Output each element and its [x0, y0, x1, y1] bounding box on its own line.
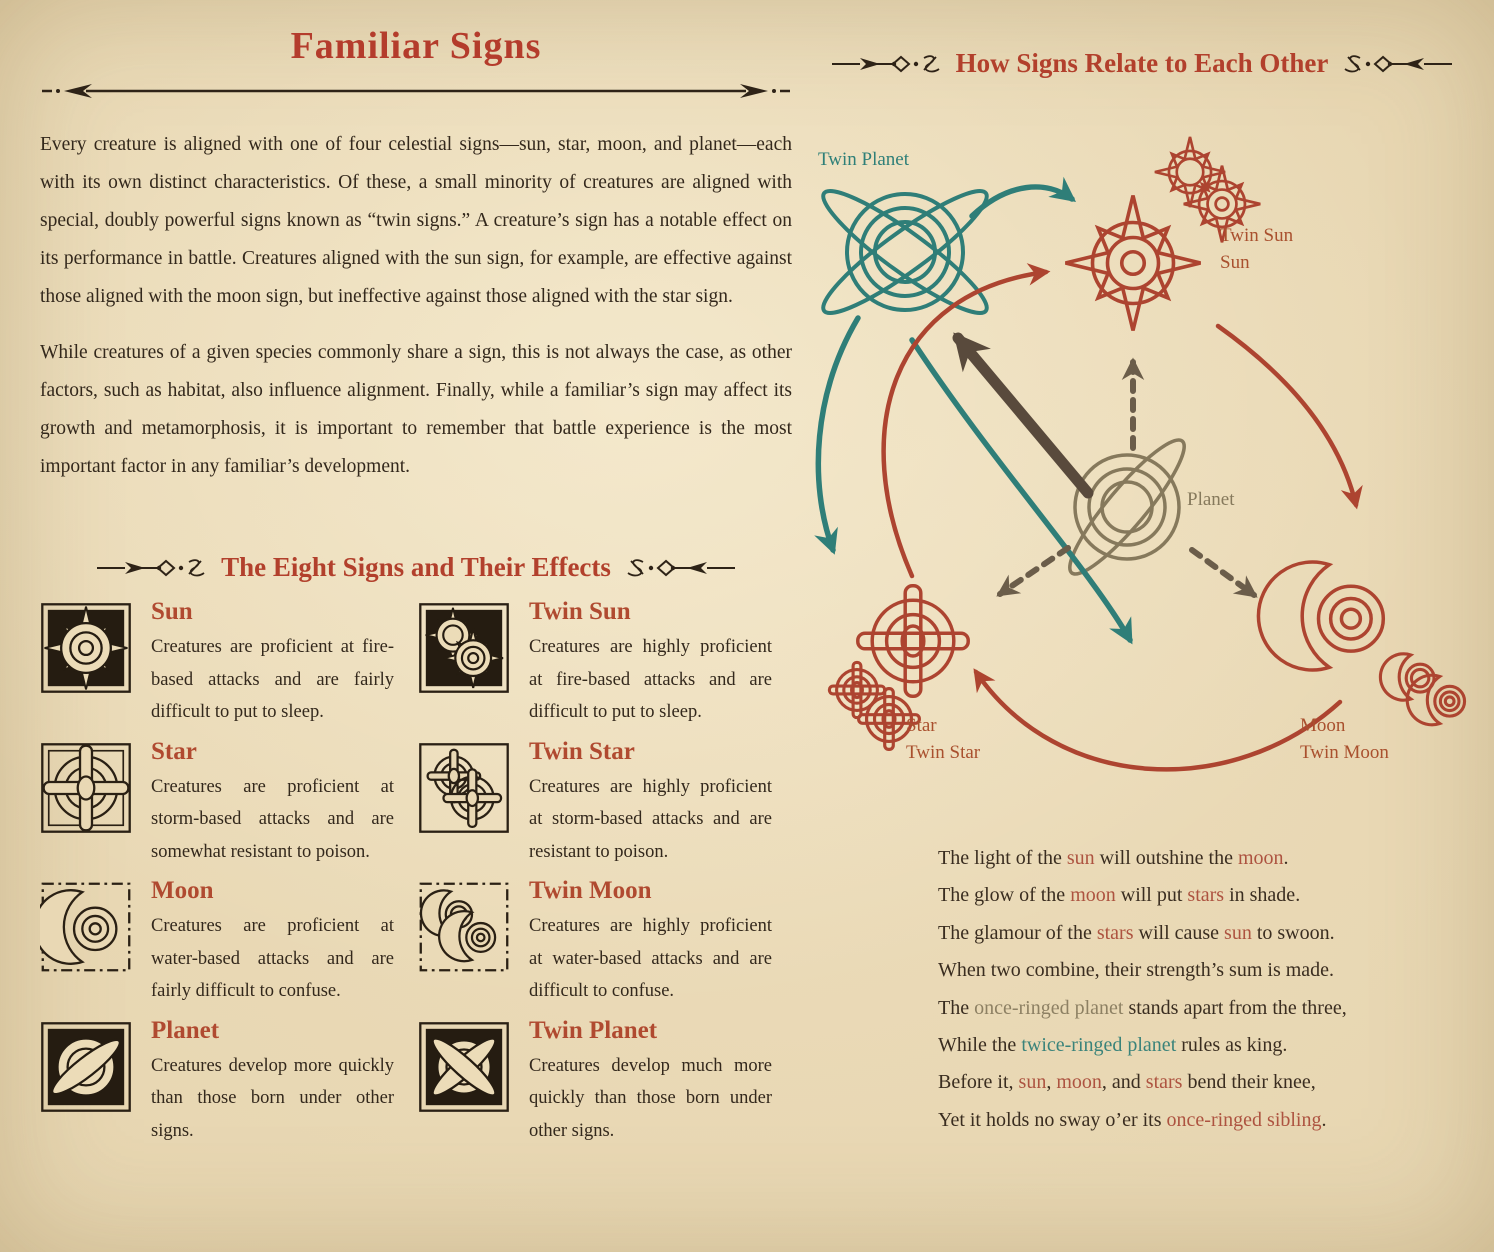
moon-group-label	[1300, 712, 1389, 766]
sign-entry-star	[40, 737, 418, 869]
sign-name: Twin Sun	[529, 598, 631, 625]
planet-sign-icon	[40, 1021, 132, 1113]
twin-planet-sign-icon	[418, 1021, 510, 1113]
sign-entry-twin-sun	[418, 598, 792, 729]
arrow-twin-planet-to-star	[818, 318, 858, 550]
moon-label: Moon	[1300, 715, 1346, 736]
signs-section-heading	[40, 552, 792, 583]
intro-paragraph: Every creature is aligned with one of four celestial signs—sun, star, moon, and planet—each with its own distinct characteristics. Of these, a small minority of creatures are aligned with special, doubly powerful signs known as “twin signs.” A creature’s sign has a notable effect on its performance in battle. Creatures aligned with the sun sign, for example, are effective against those aligned with the moon sign, but ineffective against those aligned with the star sign.	[40, 134, 792, 307]
signs-section-heading-text: The Eight Signs and Their Effects	[221, 552, 611, 582]
sign-description: Creatures are highly proficient at storm-based attacks and are resistant to poison.	[529, 776, 772, 862]
sign-poem	[938, 840, 1458, 1139]
arrow-star-to-sun	[884, 272, 1046, 576]
poem-line: When two combine, their strength’s sum is made.	[938, 959, 1335, 982]
title-divider	[40, 82, 792, 100]
page-title: Familiar Signs	[290, 25, 542, 67]
arrow-planet-to-moon-dashed	[1192, 550, 1254, 595]
sign-description: Creatures develop much more quickly than those born under other signs.	[529, 1055, 772, 1141]
sign-description: Creatures are proficient at water-based attacks and are fairly difficult to confuse.	[151, 916, 394, 1001]
flourish-left-icon	[97, 556, 209, 580]
sign-name: Twin Planet	[529, 1016, 658, 1044]
divider-ornament-icon	[40, 82, 792, 100]
sign-description: Creatures are proficient at fire-based attacks and are fairly difficult to put to sleep.	[151, 637, 394, 722]
twin-planet-label: Twin Planet	[818, 149, 910, 170]
sign-name: Planet	[151, 1016, 220, 1044]
sign-name: Sun	[151, 598, 193, 625]
moon-diagram-icon	[1258, 562, 1383, 670]
sign-name: Twin Star	[529, 737, 635, 765]
arrow-twin-planet-to-moon	[912, 340, 1130, 640]
sign-entry-moon	[40, 877, 418, 1008]
twin-star-sign-icon	[418, 742, 510, 834]
poem-line: The glow of the moon will put stars in shade.	[938, 884, 1301, 907]
sign-name: Star	[151, 737, 197, 765]
arrow-moon-to-star	[976, 672, 1340, 769]
moon-sign-icon	[40, 881, 132, 973]
flourish-left-icon	[832, 52, 944, 76]
twin-planet-diagram-icon	[812, 177, 997, 327]
flourish-right-icon	[1340, 52, 1452, 76]
sign-name: Moon	[151, 877, 214, 904]
twin-moon-label: Twin Moon	[1300, 742, 1389, 763]
sign-entry-planet	[40, 1016, 418, 1148]
poem-line: The glamour of the stars will cause sun to swoon.	[938, 921, 1335, 944]
planet-label: Planet	[1187, 489, 1235, 510]
sun-sign-icon	[40, 602, 132, 694]
arrow-planet-to-star-dashed	[1000, 548, 1068, 594]
poem-line: Before it, sun, moon, and stars bend their knee,	[938, 1071, 1316, 1094]
twin-sun-sign-icon	[418, 602, 510, 694]
sign-description: Creatures develop more quickly than those born under other signs.	[151, 1055, 394, 1141]
sign-name: Twin Moon	[529, 877, 652, 904]
sign-entry-sun	[40, 598, 418, 729]
intro-text	[40, 126, 792, 504]
sign-entry-twin-star	[418, 737, 792, 869]
poem-line: The light of the sun will outshine the moon.	[938, 847, 1289, 869]
twin-sun-label: Twin Sun	[1220, 225, 1294, 246]
star-label: Star	[906, 715, 937, 736]
signs-grid	[40, 598, 792, 1147]
sign-entry-twin-planet	[418, 1016, 792, 1148]
sign-description: Creatures are proficient at storm-based attacks and are somewhat resistant to poison.	[151, 776, 394, 862]
poem-line: Yet it holds no sway o’er its once-ringed sibling.	[938, 1108, 1327, 1131]
relations-section-heading-text: How Signs Relate to Each Other	[955, 48, 1329, 78]
arrow-planet-to-twin-planet	[958, 338, 1088, 493]
flourish-right-icon	[623, 556, 735, 580]
arrow-twin-planet-to-sun	[972, 187, 1072, 216]
sun-label: Sun	[1220, 252, 1250, 273]
star-group-label	[906, 712, 980, 766]
twin-star-label: Twin Star	[906, 742, 981, 763]
sign-description: Creatures are highly proficient at water-based attacks and are difficult to confuse.	[529, 916, 772, 1001]
twin-moon-sign-icon	[418, 881, 510, 973]
sun-group-label	[1220, 222, 1293, 276]
sun-diagram-icon	[1066, 196, 1201, 331]
poem-line: While the twice-ringed planet rules as king.	[938, 1034, 1288, 1057]
twin-sun-diagram-icon	[1155, 137, 1225, 207]
intro-paragraph: While creatures of a given species commonly share a sign, this is not always the case, as other factors, such as habitat, also influence alignment. Finally, while a familiar’s sign may affect its growth and metamorphosis, it is important to remember that battle experience is the most important factor in any familiar’s development.	[40, 342, 792, 477]
sign-description: Creatures are highly proficient at fire-based attacks and are difficult to put to sleep.	[529, 637, 772, 722]
arrow-sun-to-moon	[1218, 326, 1356, 505]
poem-line: The once-ringed planet stands apart from the three,	[938, 996, 1347, 1019]
sign-relations-diagram	[800, 100, 1494, 800]
star-sign-icon	[40, 742, 132, 834]
sign-entry-twin-moon	[418, 877, 792, 1008]
relations-section-heading	[806, 48, 1478, 79]
twin-moon-diagram-icon	[1407, 675, 1464, 725]
